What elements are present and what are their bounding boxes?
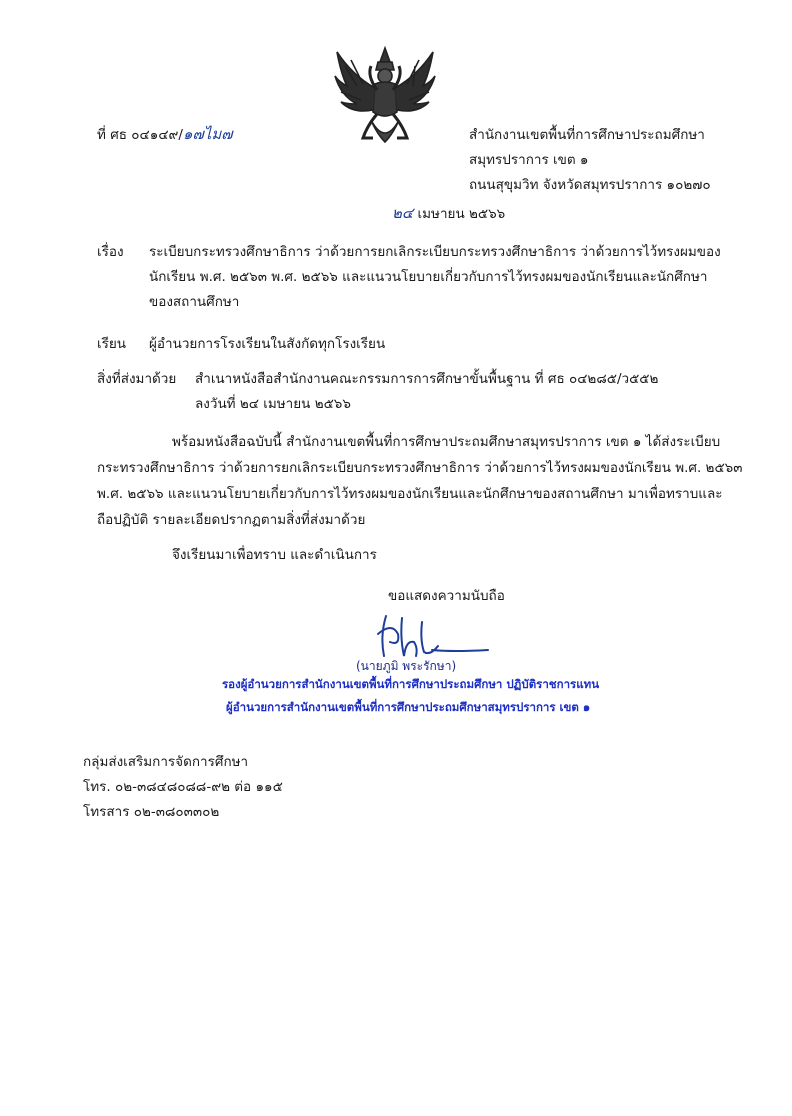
signer-title-line-1: รองผู้อำนวยการสำนักงานเขตพื้นที่การศึกษาประถมศึกษา ปฏิบัติราชการแทน (222, 677, 600, 691)
recipient-text: ผู้อำนวยการโรงเรียนในสังกัดทุกโรงเรียน (149, 336, 386, 352)
body-line-3: พ.ศ. ๒๕๖๖ และแนวนโยบายเกี่ยวกับการไว้ทรงผมของนักเรียนและนักศึกษาของสถานศึกษา มาเพื่อทราบและ (97, 486, 723, 502)
subject-line-3: ของสถานศึกษา (149, 294, 240, 310)
date-day-handwritten: ๒๔ (392, 204, 414, 222)
office-address-line-1: สำนักงานเขตพื้นที่การศึกษาประถมศึกษา (469, 127, 705, 143)
body-line-2: กระทรวงศึกษาธิการ ว่าด้วยการยกเลิกระเบียบกระทรวงศึกษาธิการ ว่าด้วยการไว้ทรงผมของนักเรียน พ.ศ. ๒๕๖๓ (97, 460, 743, 476)
reference-handwritten: ๑๗ไม๗ (182, 125, 233, 143)
enclosure-line-2: ลงวันที่ ๒๔ เมษายน ๒๕๖๖ (195, 396, 351, 412)
date-month-year: เมษายน ๒๕๖๖ (417, 206, 506, 222)
reference-label: ที่ ศธ ๐๔๑๔๙/ (97, 127, 183, 143)
garuda-emblem-icon (333, 46, 437, 150)
regards-text: ขอแสดงความนับถือ (388, 588, 505, 604)
office-address-line-3: ถนนสุขุมวิท จังหวัดสมุทรปราการ ๑๐๒๗๐ (469, 177, 711, 193)
subject-line-2: นักเรียน พ.ศ. ๒๕๖๓ พ.ศ. ๒๕๖๖ และแนวนโยบายเกี่ยวกับการไว้ทรงผมของนักเรียนและนักศึกษา (149, 269, 708, 285)
subject-label: เรื่อง (97, 244, 124, 260)
footer-fax: โทรสาร ๐๒-๓๘๐๓๓๐๒ (83, 804, 220, 820)
recipient-label: เรียน (97, 336, 127, 352)
footer-department: กลุ่มส่งเสริมการจัดการศึกษา (83, 754, 249, 770)
closing-request: จึงเรียนมาเพื่อทราบ และดำเนินการ (172, 547, 377, 563)
document-date (392, 204, 505, 223)
footer-phone: โทร. ๐๒-๓๘๔๘๐๘๘-๙๒ ต่อ ๑๑๕ (83, 779, 283, 795)
office-address-line-2: สมุทรปราการ เขต ๑ (469, 152, 589, 168)
enclosure-label: สิ่งที่ส่งมาด้วย (97, 371, 177, 387)
reference-number (97, 125, 233, 144)
body-line-1: พร้อมหนังสือฉบับนี้ สำนักงานเขตพื้นที่การศึกษาประถมศึกษาสมุทรปราการ เขต ๑ ได้ส่งระเบียบ (172, 434, 721, 450)
signer-name: (นายภูมิ พระรักษา) (356, 659, 457, 673)
enclosure-line-1: สำเนาหนังสือสำนักงานคณะกรรมการการศึกษาขั้นพื้นฐาน ที่ ศธ ๐๔๒๘๕/ว๕๕๒ (195, 371, 659, 387)
signature-icon (372, 612, 492, 662)
body-line-4: ถือปฏิบัติ รายละเอียดปรากฏตามสิ่งที่ส่งมาด้วย (97, 512, 366, 528)
subject-line-1: ระเบียบกระทรวงศึกษาธิการ ว่าด้วยการยกเลิกระเบียบกระทรวงศึกษาธิการ ว่าด้วยการไว้ทรงผมของ (149, 244, 721, 260)
signer-title-line-2: ผู้อำนวยการสำนักงานเขตพื้นที่การศึกษาประถมศึกษาสมุทรปราการ เขต ๑ (226, 700, 591, 714)
